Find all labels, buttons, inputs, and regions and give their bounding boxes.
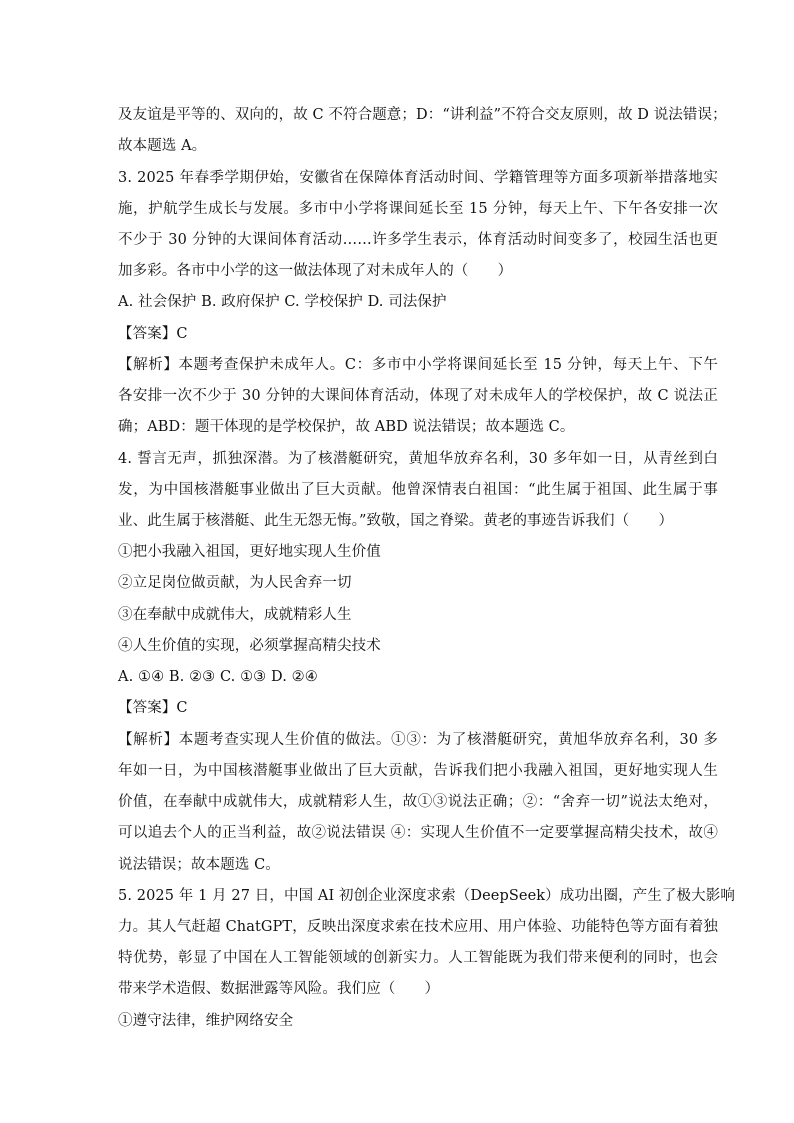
question-3-stem: 不少于 30 分钟的大课间体育活动……许多学生表示，体育活动时间变多了，校园生活也更	[118, 232, 718, 248]
question-4-stem: 4. 誓言无声，抓独深潜。为了核潜艇研究，黄旭华放弃名利，30 多年如一日，从青丝到白	[118, 451, 718, 467]
question-4-stem: 业、此生属于核潜艇、此生无怨无悔。”致敬，国之脊梁。黄老的事迹告诉我们（ ）	[118, 513, 674, 529]
statement-4: ④人生价值的实现，必须掌握高精尖技术	[118, 638, 381, 654]
question-5-stem: 特优势，彰显了中国在人工智能领域的创新实力。人工智能既为我们带来便利的同时，也会	[118, 950, 718, 966]
analysis-text: 价值，在奉献中成就伟大，成就精彩人生，故①③说法正确；②：“舍弃一切”说法太绝对，	[118, 794, 718, 810]
question-5-stem: 5. 2025 年 1 月 27 日，中国 AI 初创企业深度求索（DeepSeek）成功出圈，产生了极大影响	[118, 888, 735, 904]
analysis-text: 各安排一次不少于 30 分钟的大课间体育活动，体现了对未成年人的学校保护，故 C 说法正	[118, 388, 718, 404]
analysis-text: 可以追去个人的正当利益，故②说法错误 ④：实现人生价值不一定要掌握高精尖技术，故④	[118, 825, 718, 841]
question-4-stem: 发，为中国核潜艇事业做出了巨大贡献。他曾深情表白祖国：“此生属于祖国、此生属于事	[118, 482, 718, 498]
analysis-text: 【解析】本题考查实现人生价值的做法。①③：为了核潜艇研究，黄旭华放弃名利，30 多	[118, 732, 718, 748]
question-3-options: A. 社会保护 B. 政府保护 C. 学校保护 D. 司法保护	[118, 294, 447, 310]
analysis-text: 确；ABD：题干体现的是学校保护，故 ABD 说法错误；故本题选 C。	[118, 419, 575, 435]
answer-label: 【答案】C	[118, 326, 188, 342]
analysis-text: 说法错误；故本题选 C。	[118, 857, 280, 873]
question-5-stem: 力。其人气赶超 ChatGPT，反映出深度求索在技术应用、用户体验、功能特色等方面有着独	[118, 919, 718, 935]
answer-label: 【答案】C	[118, 700, 188, 716]
analysis-text: 【解析】本题考查保护未成年人。C：多市中小学将课间延长至 15 分钟，每天上午、下午	[118, 357, 718, 373]
text-line: 及友谊是平等的、双向的，故 C 不符合题意；D：“讲利益”不符合交友原则，故 D 说法错误；	[118, 107, 727, 123]
statement-3: ③在奉献中成就伟大，成就精彩人生	[118, 607, 352, 623]
question-4-options: A. ①④ B. ②③ C. ①③ D. ②④	[118, 669, 318, 685]
question-5-stem: 带来学术造假、数据泄露等风险。我们应（ ）	[118, 981, 440, 997]
question-3-stem: 3. 2025 年春季学期伊始，安徽省在保障体育活动时间、学籍管理等方面多项新举措落地实	[118, 170, 718, 186]
text-line: 故本题选 A。	[118, 138, 207, 154]
statement-1: ①把小我融入祖国，更好地实现人生价值	[118, 544, 381, 560]
analysis-text: 年如一日，为中国核潜艇事业做出了巨大贡献，告诉我们把小我融入祖国，更好地实现人生	[118, 763, 718, 779]
question-3-stem: 施，护航学生成长与发展。多市中小学将课间延长至 15 分钟，每天上午、下午各安排一次	[118, 201, 718, 217]
question-3-stem: 加多彩。各市中小学的这一做法体现了对未成年人的（ ）	[118, 263, 513, 279]
statement-2: ②立足岗位做贡献，为人民舍弃一切	[118, 575, 352, 591]
statement-1: ①遵守法律，维护网络安全	[118, 1013, 294, 1029]
